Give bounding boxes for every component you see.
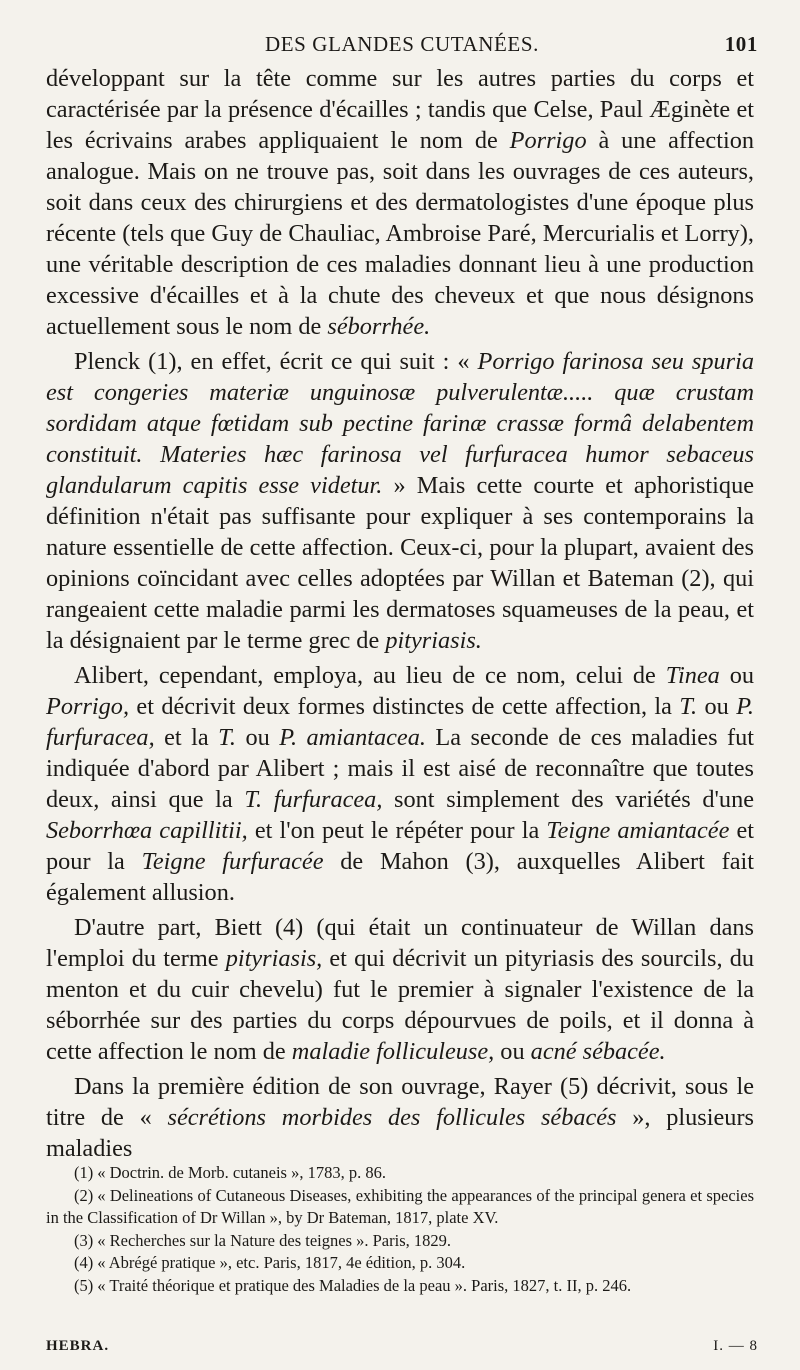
footnotes (46, 1162, 754, 1297)
italic-text: pityriasis, (225, 945, 323, 972)
footnote-number: (4) (74, 1253, 94, 1272)
italic-text: T. (218, 724, 236, 751)
running-head (46, 32, 758, 62)
footnote (46, 1162, 754, 1185)
footnote-text: « Delineations of Cutaneous Diseases, exhibiting the appearances of the principal genera et species in the Classification of Dr Willan », by Dr Bateman, 1817, plate XV. (46, 1185, 754, 1227)
text-segment: ou (719, 662, 755, 689)
italic-text: P. amiantacea. (279, 724, 426, 751)
running-title: DES GLANDES CUTANÉES. (264, 32, 539, 56)
italic-text: Tinea (665, 662, 720, 689)
text-segment: et qui décrivit un pityriasis des sourcils, du menton et du cuir chevelu) fut le premier à signaler l'existence de la séborrhée sur des parties du corps dépourvues de poils, et il donna à cette affection le nom de (46, 945, 755, 1065)
italic-text: Porrigo, (46, 693, 130, 720)
body-text (46, 63, 754, 1168)
text-segment: » Mais cette courte et aphoristique définition n'était pas suffisante pour expliquer à ses contemporains la nature essentielle de cette affection. Ceux-ci, pour la plupart, avaient des opinions coïncidant avec celles adoptées par Willan et Bateman (2), qui rangeaient cette maladie parmi les dermatoses squameuses de la peau, et la désignaient par le terme grec de (46, 472, 754, 654)
paragraph (46, 912, 754, 1067)
text-segment: de Mahon (3), auxquelles Alibert fait également allusion. (46, 848, 754, 906)
italic-text: Porrigo (509, 127, 587, 154)
text-segment: et la (154, 724, 219, 751)
text-segment: à une affection analogue. Mais on ne trouve pas, soit dans les ouvrages de ces auteurs, soit dans ceux des chirurgiens et des dermatologistes d'une époque plus récente (tels que Guy de Chauliac, Ambroise Paré, Mercurialis et Lorry), une véritable description de ces maladies donnant lieu à une production excessive d'écailles et à la chute des cheveux et que nous désignons actuellement sous le nom de (46, 127, 755, 340)
footnote-text: « Traité théorique et pratique des Maladies de la peau ». Paris, 1827, t. II, p. 246. (97, 1275, 632, 1295)
italic-text: Seborrhœa capillitii, (46, 817, 248, 844)
paragraph (46, 63, 754, 342)
text-segment: ou (697, 693, 737, 720)
paragraph (46, 346, 754, 656)
footnote-number: (3) (74, 1230, 94, 1250)
footnote-number: (5) (74, 1275, 94, 1295)
page-number: 101 (724, 32, 758, 56)
italic-text: acné sébacée. (530, 1038, 666, 1065)
italic-text: séborrhée. (327, 313, 431, 340)
italic-text: Teigne furfuracée (141, 848, 324, 875)
paragraph (46, 1071, 754, 1164)
footnote-number: (1) (74, 1163, 94, 1182)
footnote-text: « Abrégé pratique », etc. Paris, 1817, 4e édition, p. 304. (97, 1253, 466, 1272)
italic-text: T. (679, 693, 698, 720)
text-segment: ou (494, 1038, 531, 1065)
italic-text: pityriasis. (385, 627, 482, 654)
text-segment: Alibert, cependant, employa, au lieu de ce nom, celui de (74, 662, 666, 689)
text-segment: La seconde de ces maladies fut indiquée d'abord par Alibert ; mais il est aisé de reconnaître que toutes deux, ainsi que la (46, 724, 754, 813)
footer-author: HEBRA. (46, 1338, 110, 1354)
italic-text: sécrétions morbides des follicules sébacés (167, 1104, 617, 1131)
text-segment: Plenck (1), en effet, écrit ce qui suit : « (74, 348, 478, 375)
text-segment: et pour la (46, 817, 754, 875)
text-segment: D'autre part, Biett (4) (qui était un continuateur de Willan dans l'emploi du terme (46, 914, 754, 972)
italic-text: Porrigo farinosa seu spuria est congeries materiæ unguinosæ pulverulentæ..... quæ crustam sordidam atque fœtidam sub pectine farinæ crassæ formâ delabentem constituit. Materies hæc farinosa vel furfuracea humor sebaceus glandularum capitis esse videtur. (46, 348, 755, 499)
text-segment: sont simplement des variétés d'une (382, 786, 754, 813)
text-segment: développant sur la tête comme sur les autres parties du corps et caractérisée par la présence d'écailles ; tandis que Celse, Paul Æginète et les écrivains arabes appliquaient le nom de (46, 65, 754, 154)
footnote-number: (2) (74, 1185, 94, 1205)
italic-text: P. furfuracea, (46, 693, 754, 751)
footnote-text: « Doctrin. de Morb. cutaneis », 1783, p. 86. (97, 1163, 386, 1182)
italic-text: maladie folliculeuse, (291, 1038, 495, 1065)
paragraph (46, 660, 754, 908)
footnote-text: « Recherches sur la Nature des teignes ». Paris, 1829. (97, 1230, 451, 1250)
text-segment: », plusieurs maladies (46, 1104, 754, 1162)
text-segment: et l'on peut le répéter pour la (247, 817, 547, 844)
footer-signature: I. — 8 (713, 1338, 758, 1354)
text-segment: Dans la première édition de son ouvrage, Rayer (5) décrivit, sous le titre de « (46, 1073, 754, 1131)
footnote (46, 1252, 754, 1275)
italic-text: Teigne amiantacée (546, 817, 730, 844)
text-segment: ou (235, 724, 280, 751)
italic-text: T. furfuracea, (244, 786, 383, 813)
text-segment: et décrivit deux formes distinctes de cette affection, la (129, 693, 680, 720)
footnote (46, 1185, 754, 1230)
footnote (46, 1230, 754, 1253)
footnote (46, 1275, 754, 1298)
